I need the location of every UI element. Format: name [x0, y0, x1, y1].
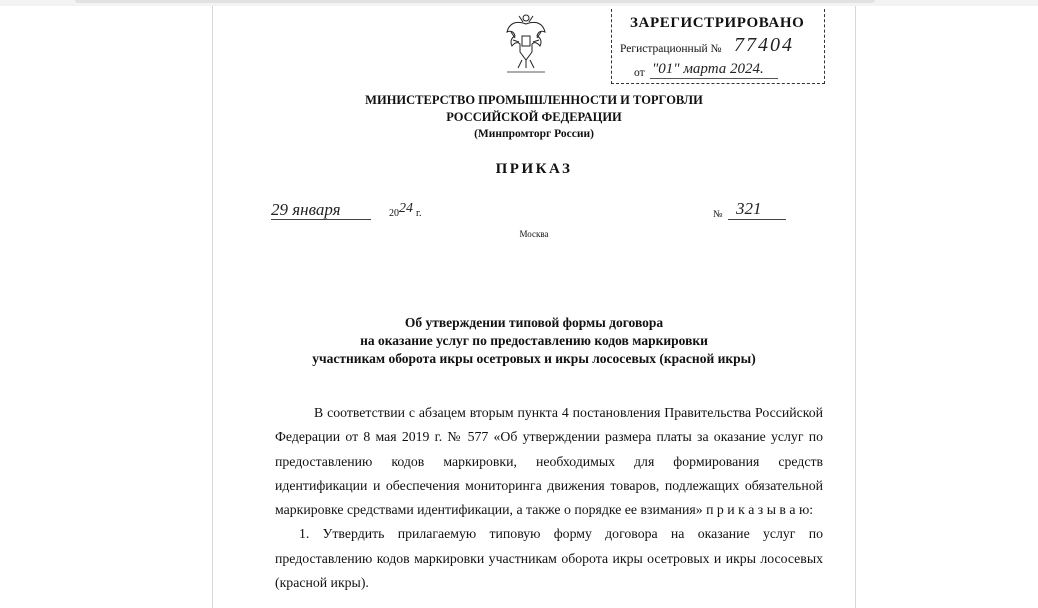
order-year-prefix: 20: [389, 208, 399, 219]
ministry-name-line1: МИНИСТЕРСТВО ПРОМЫШЛЕННОСТИ И ТОРГОВЛИ: [365, 93, 703, 107]
order-title-line2: на оказание услуг по предоставлению кодов маркировки: [360, 333, 708, 348]
order-number-underline: [728, 219, 786, 220]
order-date-handwritten: 29 января: [271, 200, 341, 219]
document-heading: ПРИКАЗ: [495, 161, 573, 177]
coat-of-arms-icon: [505, 8, 547, 74]
order-title-line1: Об утверждении типовой формы договора: [404, 315, 664, 330]
order-year-suffix: г.: [416, 208, 422, 219]
stamp-reg-label: Регистрационный №: [620, 43, 722, 55]
document-page[interactable]: [212, 6, 856, 608]
order-number-label: №: [713, 209, 723, 220]
stamp-title: ЗАРЕГИСТРИРОВАНО: [630, 15, 805, 31]
stamp-reg-date: "01" марта 2024.: [652, 61, 764, 77]
stamp-reg-number: 77404: [734, 34, 794, 56]
registration-stamp: [611, 9, 825, 84]
order-city: Москва: [519, 229, 549, 239]
order-date-underline: [271, 219, 371, 220]
body-item-1: 1. Утвердить прилагаемую типовую форму договора на оказание услуг по предоставлению кодов маркировки участникам оборота икры осетровых и икры лососевых (красной икры).: [275, 526, 823, 591]
stamp-from-label: от: [634, 67, 645, 79]
ministry-name-line2: РОССИЙСКОЙ ФЕДЕРАЦИИ: [446, 110, 622, 124]
order-number-handwritten: 321: [736, 199, 762, 218]
stamp-date-underline: [650, 78, 778, 79]
order-title-line3: участникам оборота икры осетровых и икры лососевых (красной икры): [312, 351, 756, 366]
viewer-toolbar-edge: [75, 0, 875, 3]
order-year-handwritten: 24: [399, 201, 413, 216]
order-body: [275, 401, 823, 595]
body-paragraph: В соответствии с абзацем вторым пункта 4 постановления Правительства Российской Федерации от 8 мая 2019 г. № 577 «Об утверждении размера платы за оказание услуг по предоставлению кодов маркировки, необходимых для формирования средств идентификации и обеспечения мониторинга движения товаров, подлежащих обязательной маркировке средствами идентификации, а также о порядке ее взимания» п р и к а з ы в а ю:: [275, 405, 823, 518]
ministry-short-name: (Минпромторг России): [474, 128, 594, 140]
